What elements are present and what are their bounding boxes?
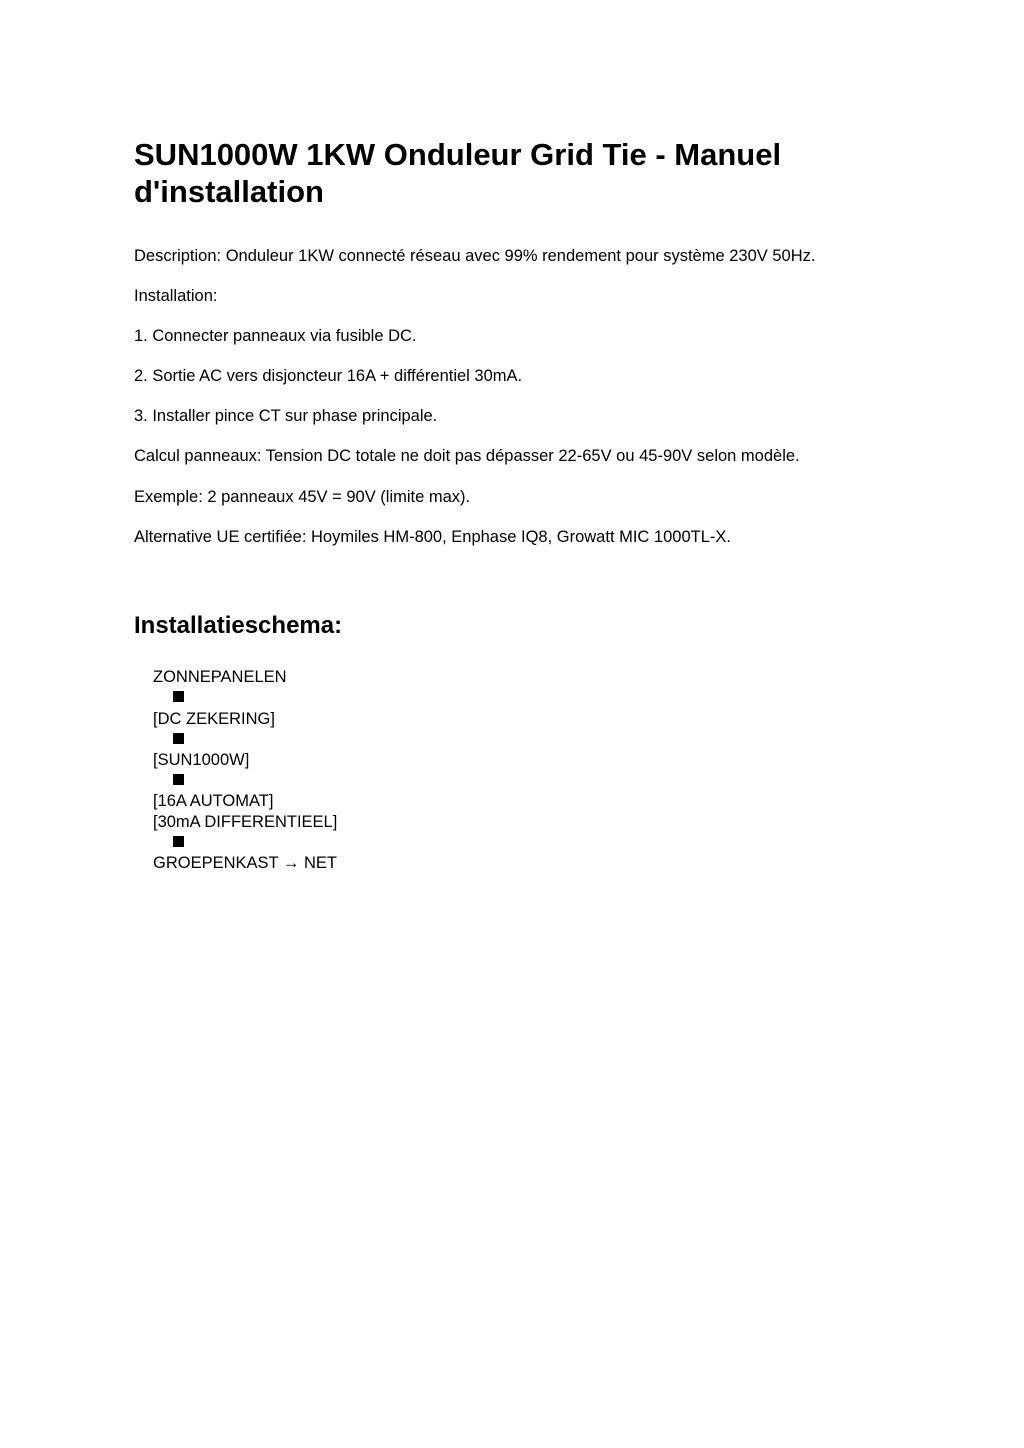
schema-dc-fuse: [DC ZEKERING]	[153, 710, 275, 728]
schema-rcd: [30mA DIFFERENTIEEL]	[153, 813, 338, 831]
panel-calculation-text: Calcul panneaux: Tension DC totale ne doit pas dépasser 22-65V ou 45-90V selon modèle.	[134, 447, 800, 465]
connector-square-icon	[173, 836, 184, 847]
schema-heading: Installatieschema:	[134, 612, 343, 639]
schema-inverter: [SUN1000W]	[153, 751, 250, 769]
step-1-text: 1. Connecter panneaux via fusible DC.	[134, 327, 417, 345]
connector-square-icon	[173, 774, 184, 785]
installation-label: Installation:	[134, 287, 218, 305]
schema-breaker: [16A AUTOMAT]	[153, 792, 274, 810]
step-2-text: 2. Sortie AC vers disjoncteur 16A + différentiel 30mA.	[134, 367, 523, 385]
schema-grid: GROEPENKAST → NET	[153, 854, 337, 872]
eu-alternative-text: Alternative UE certifiée: Hoymiles HM-800, Enphase IQ8, Growatt MIC 1000TL-X.	[134, 528, 731, 546]
connector-square-icon	[173, 733, 184, 744]
step-3-text: 3. Installer pince CT sur phase principale.	[134, 407, 438, 425]
example-text: Exemple: 2 panneaux 45V = 90V (limite max).	[134, 488, 471, 506]
document-title: SUN1000W 1KW Onduleur Grid Tie - Manuel d'installation	[134, 137, 782, 209]
description-paragraph: Description: Onduleur 1KW connecté réseau avec 99% rendement pour système 230V 50Hz.	[134, 247, 816, 265]
schema-solar-panels: ZONNEPANELEN	[153, 668, 287, 686]
connector-square-icon	[173, 691, 184, 702]
